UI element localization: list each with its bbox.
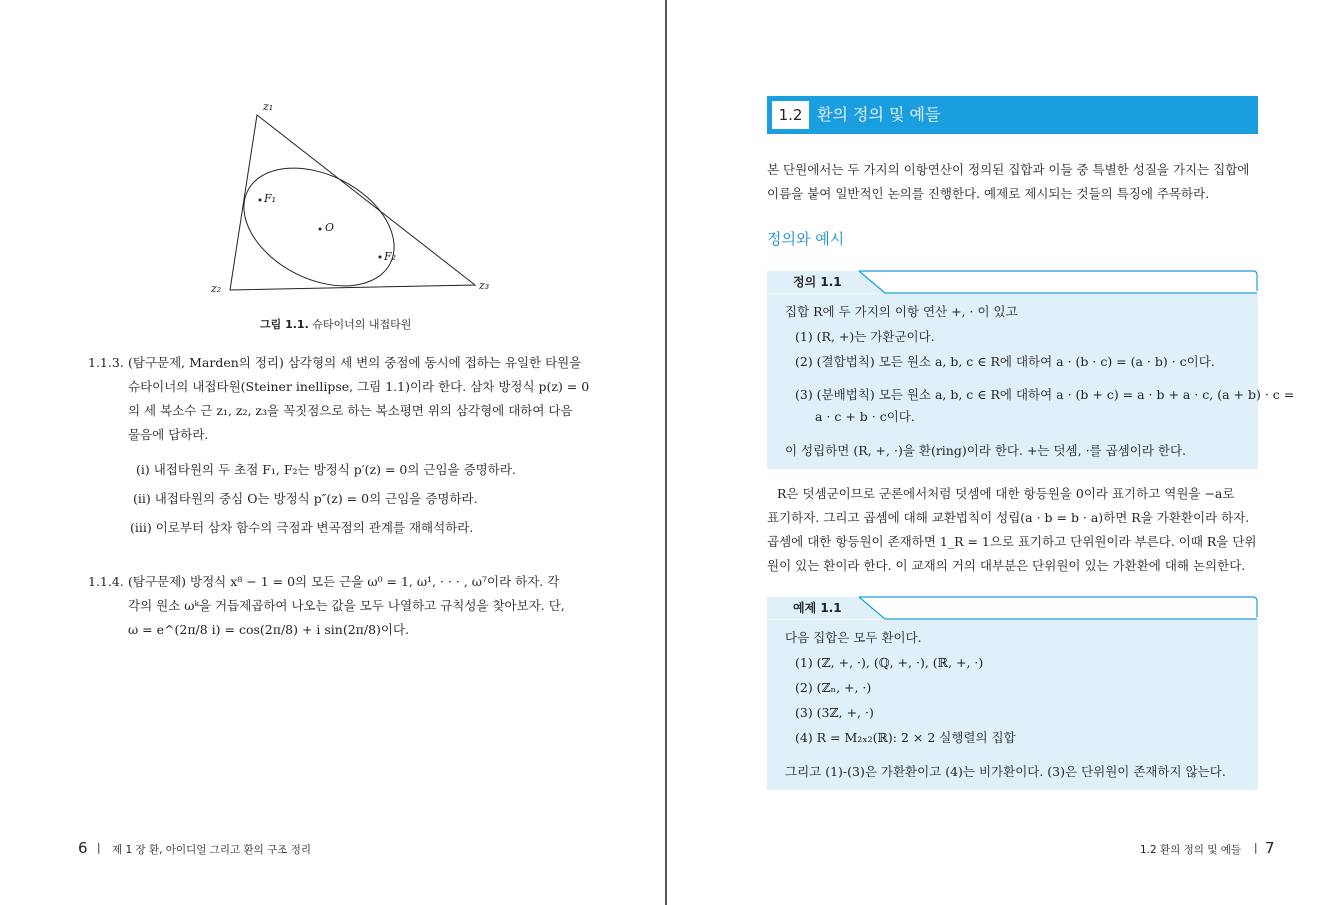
problem-line: 물음에 답하라. — [128, 427, 209, 442]
body-line: 곱셈에 대한 항등원이 존재하면 1_R = 1으로 표기하고 단위원이라 부른다. 이때 R을 단위 — [767, 534, 1257, 549]
definition-item: a · c + b · c이다. — [815, 409, 915, 424]
problem-line: 슈타이너의 내접타원(Steiner inellipse, 그림 1.1)이라 한다. 삼차 방정식 p(z) = 0 — [128, 379, 590, 394]
example-closing: 그리고 (1)-(3)은 가환환이고 (4)는 비가환이다. (3)은 단위원이 존재하지 않는다. — [785, 764, 1226, 779]
problem-line: (탐구문제) 방정식 x⁸ − 1 = 0의 모든 근을 ω⁰ = 1, ω¹, · · · , ω⁷이라 하자. 각 — [128, 574, 560, 589]
left-page — [0, 0, 666, 905]
problem-line: ω = e^(2π/8 i) = cos(2π/8) + i sin(2π/8)이다. — [128, 622, 410, 637]
problem-line: 의 세 복소수 근 z₁, z₂, z₃을 꼭짓점으로 하는 복소평면 위의 삼각형에 대하여 다음 — [128, 403, 573, 418]
section-number: 1.2 — [772, 101, 809, 129]
section-header — [767, 96, 1258, 134]
footer-separator: | — [1254, 842, 1258, 854]
figure-caption — [260, 316, 411, 332]
inellipse — [224, 144, 414, 305]
example-item: (4) R = M₂ₓ₂(ℝ): 2 × 2 실행렬의 집합 — [795, 730, 1016, 745]
page-divider — [665, 0, 667, 905]
problem-number: 1.1.3. — [88, 355, 124, 370]
section-footer: 1.2 환의 정의 및 예들 — [1140, 844, 1242, 856]
caption-text: 슈타이너의 내접타원 — [312, 318, 412, 331]
definition-item: (2) (결합법칙) 모든 원소 a, b, c ∈ R에 대하여 a · (b · c) = (a · b) · c이다. — [795, 354, 1215, 369]
label-o: O — [325, 221, 335, 234]
subsection-title: 정의와 예시 — [767, 230, 845, 248]
body-line: R은 덧셈군이므로 군론에서처럼 덧셈에 대한 항등원을 0이라 표기하고 역원을 −a로 — [777, 486, 1235, 501]
intro-line: 본 단원에서는 두 가지의 이항연산이 정의된 집합과 이들 중 특별한 성질을 가지는 집합에 — [767, 162, 1250, 177]
definition-lead: 집합 R에 두 가지의 이항 연산 +, · 이 있고 — [785, 304, 1018, 319]
body-line: 표기하자. 그리고 곱셈에 대해 교환법칙이 성립(a · b = b · a)하면 R을 가환환이라 하자. — [767, 510, 1250, 525]
label-z2: z₂ — [211, 282, 222, 295]
example-item: (1) (ℤ, +, ·), (ℚ, +, ·), (ℝ, +, ·) — [795, 655, 984, 670]
definition-closing: 이 성립하면 (R, +, ·)을 환(ring)이라 한다. +는 덧셈, ·를 곱셈이라 한다. — [785, 443, 1186, 458]
label-f1: F₁ — [264, 192, 277, 205]
example-item: (3) (3ℤ, +, ·) — [795, 705, 874, 720]
example-item: (2) (ℤₙ, +, ·) — [795, 680, 872, 695]
problem-number: 1.1.4. — [88, 574, 124, 589]
problem-line: 각의 원소 ωᵏ을 거듭제곱하여 나오는 값을 모두 나열하고 규칙성을 찾아보자. 단, — [128, 598, 565, 613]
problem-item: (ii) 내접타원의 중심 O는 방정식 p″(z) = 0의 근임을 증명하라. — [133, 491, 478, 506]
label-f2: F₂ — [384, 250, 397, 263]
definition-item: (1) (R, +)는 가환군이다. — [795, 329, 935, 344]
problem-item: (i) 내접타원의 두 초점 F₁, F₂는 방정식 p′(z) = 0의 근임을 증명하라. — [136, 462, 516, 477]
label-z3: z₃ — [479, 279, 490, 292]
page-number: 6 — [78, 839, 88, 857]
problem-item: (iii) 이로부터 삼차 함수의 극점과 변곡점의 관계를 재해석하라. — [130, 520, 474, 535]
footer-separator: | — [97, 842, 101, 854]
focus-2-point — [379, 256, 382, 259]
section-title: 환의 정의 및 예들 — [817, 105, 941, 124]
example-lead: 다음 집합은 모두 환이다. — [785, 630, 922, 645]
caption-prefix: 그림 1.1. — [260, 318, 309, 331]
focus-1-point — [259, 199, 262, 202]
chapter-title: 제 1 장 환, 아이디얼 그리고 환의 구조 정리 — [112, 844, 312, 856]
body-line: 원이 있는 환이라 한다. 이 교재의 거의 대부분은 단위원이 있는 가환환에 대해 논의한다. — [767, 558, 1246, 573]
problem-line: (탐구문제, Marden의 정리) 삼각형의 세 변의 중점에 동시에 접하는 유일한 타원을 — [128, 355, 582, 370]
steiner-inellipse-figure — [200, 95, 510, 305]
label-z1: z₁ — [263, 100, 274, 113]
definition-item: (3) (분배법칙) 모든 원소 a, b, c ∈ R에 대하여 a · (b + c) = a · b + a · c, (a + b) · c = — [795, 387, 1295, 402]
center-point — [319, 228, 322, 231]
page-number: 7 — [1265, 839, 1275, 857]
definition-label: 정의 1.1 — [793, 275, 842, 289]
intro-line: 이름을 붙여 일반적인 논의를 진행한다. 예제로 제시되는 것들의 특징에 주목하라. — [767, 186, 1210, 201]
example-label: 예제 1.1 — [793, 601, 842, 615]
